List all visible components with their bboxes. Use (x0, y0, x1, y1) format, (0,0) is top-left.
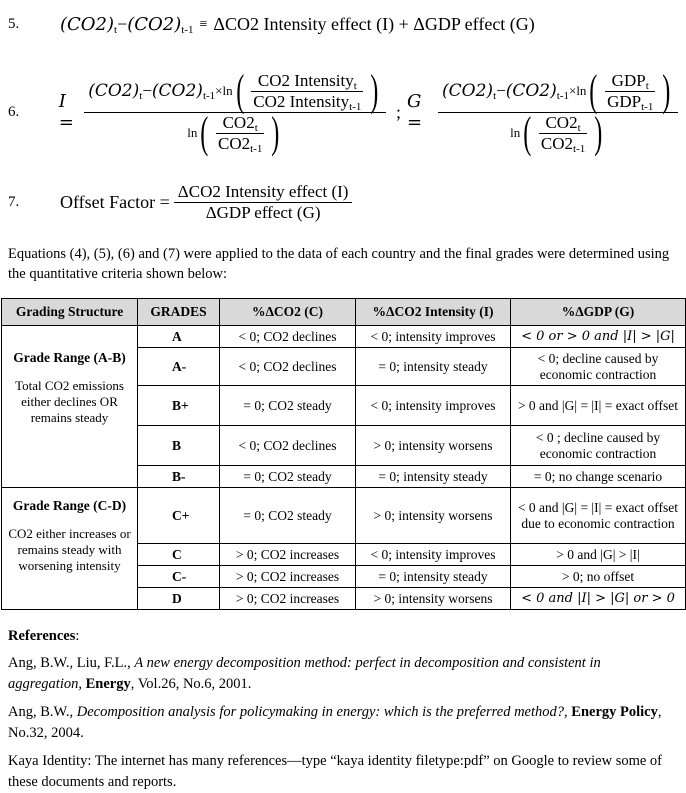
group-title: Grade Range (C-D) (12, 498, 127, 513)
intro-paragraph: Equations (4), (5), (6) and (7) were applied to the data of each country and the final grades were determined using the quantitative criteria shown below: (8, 246, 670, 282)
left-paren: ( (589, 66, 598, 116)
intensity-cell: < 0; intensity improves (356, 544, 511, 566)
grade-cell: C (138, 544, 220, 566)
grade-cell: B- (138, 466, 220, 488)
co2-cell: > 0; CO2 increases (220, 544, 356, 566)
grade-range-c-d (2, 488, 138, 610)
co2-den (539, 134, 587, 154)
eq7-fraction (174, 182, 353, 223)
co2-cell: = 0; CO2 steady (220, 386, 356, 426)
intensity-cell: = 0; intensity steady (356, 466, 511, 488)
intensity-cell: < 0; intensity improves (356, 386, 511, 426)
co2-fraction (216, 113, 264, 154)
ci-num (256, 71, 359, 91)
co2-cell: < 0; CO2 declines (220, 348, 356, 386)
times-ln: ×ln (568, 83, 587, 98)
ref-sep: , (564, 704, 572, 720)
reference-3: Kaya Identity: The internet has many references—type “kaya identity filetype:pdf” on Google to review some of these documents and reports. (8, 753, 663, 790)
table-row (2, 326, 686, 348)
term: (CO2) (505, 81, 557, 101)
ref-journal: Energy Policy (571, 704, 658, 720)
equation-body (58, 66, 682, 158)
text: GDP (607, 91, 642, 111)
right-paren: ) (271, 108, 280, 158)
sub: t (645, 79, 649, 92)
eq6-i-denominator (183, 108, 287, 158)
equation-7 (8, 182, 682, 223)
gdp-fraction (605, 71, 655, 112)
eq7-label: Offset Factor = (60, 192, 170, 212)
co2-num (543, 113, 582, 133)
eq5-term-b: (CO2) (127, 14, 182, 35)
equation-body (60, 182, 356, 223)
header-grading-structure: Grading Structure (2, 299, 138, 326)
sub: t-1 (556, 90, 569, 102)
co2-fraction (539, 113, 587, 154)
intensity-cell: = 0; intensity steady (356, 566, 511, 588)
table-row (2, 488, 686, 544)
sub: t (254, 121, 258, 134)
sub: t (139, 90, 143, 102)
co2-cell: = 0; CO2 steady (220, 466, 356, 488)
gdp-cell: < 0; decline caused by economic contraction (511, 348, 686, 386)
sub: t-1 (573, 142, 586, 155)
eq7-numerator: ΔCO2 Intensity effect (I) (177, 182, 349, 201)
eq5-rhs: ΔCO2 Intensity effect (I) + ΔGDP effect (G) (213, 14, 535, 34)
text: CO2 (545, 112, 578, 132)
sub: t-1 (202, 90, 216, 102)
term: (CO2) (88, 81, 140, 101)
term: (CO2) (442, 81, 494, 101)
term: (CO2) (151, 81, 203, 101)
references-colon: : (75, 628, 80, 644)
intensity-cell: > 0; intensity worsens (356, 588, 511, 610)
header-grades: GRADES (138, 299, 220, 326)
table-header-row (2, 299, 686, 326)
ref-title: Decomposition analysis for policymaking in energy: which is the preferred method? (76, 704, 565, 720)
gdp-cell: < 0 ; decline caused by economic contraction (511, 426, 686, 466)
references-section (8, 626, 678, 793)
gdp-cell: < 0 and |I| > |G| or > 0 (511, 588, 686, 610)
grading-table (1, 298, 686, 610)
co2-cell: < 0; CO2 declines (220, 426, 356, 466)
eq6-i-numerator (84, 66, 386, 116)
eq6-g-denominator (506, 108, 610, 158)
co2-cell: > 0; CO2 increases (220, 566, 356, 588)
equation-number: 7. (8, 194, 20, 210)
reference-1 (8, 653, 678, 695)
ln: ln (510, 125, 521, 140)
grade-cell: B+ (138, 386, 220, 426)
group-description: Total CO2 emissions either declines OR remains steady (15, 378, 124, 425)
header-co2: %ΔCO2 (C) (220, 299, 356, 326)
grade-cell: C- (138, 566, 220, 588)
grade-cell: A- (138, 348, 220, 386)
ref-details: , No.32, 2004. (8, 704, 662, 741)
gdp-cell: > 0 and |G| = |I| = exact offset (511, 386, 686, 426)
eq6-i-fraction (84, 66, 386, 158)
co2-cell: = 0; CO2 steady (220, 488, 356, 544)
sub: t-1 (349, 100, 362, 113)
equation-number: 6. (8, 103, 20, 120)
co2-den (216, 134, 264, 154)
eq5-minus: − (117, 14, 128, 34)
ref-authors: Ang, B.W., (8, 704, 77, 720)
text: CO2 (218, 133, 251, 153)
minus: − (496, 81, 506, 100)
gdp-num (610, 71, 651, 91)
text: CO2 Intensity (253, 91, 350, 111)
eq6-g-label: G = (407, 91, 423, 133)
gdp-cell: > 0 and |G| > |I| (511, 544, 686, 566)
equation-5 (8, 14, 682, 35)
co2-cell: < 0; CO2 declines (220, 326, 356, 348)
reference-2 (8, 702, 678, 744)
eq5-equiv: ≡ (199, 16, 208, 32)
ref-journal: Energy (85, 676, 131, 692)
eq5-term-a: (CO2) (60, 14, 115, 35)
eq7-denominator: ΔGDP effect (G) (205, 203, 321, 222)
equation-number: 5. (8, 16, 20, 32)
intensity-cell: = 0; intensity steady (356, 348, 511, 386)
grade-range-a-b (2, 326, 138, 488)
grade-cell: C+ (138, 488, 220, 544)
references-heading: References (8, 628, 76, 644)
equation-body (60, 14, 535, 35)
sub: t (493, 90, 497, 102)
right-paren: ) (370, 66, 379, 116)
ref-title: A new energy decomposition method: perfect in decomposition and consistent in aggregation (8, 655, 601, 692)
gdp-cell: < 0 and |G| = |I| = exact offset due to economic contraction (511, 488, 686, 544)
times-ln: ×ln (215, 83, 233, 98)
equation-6 (8, 56, 682, 168)
text: CO2 (222, 112, 255, 132)
left-paren: ( (523, 108, 532, 158)
co2-cell: > 0; CO2 increases (220, 588, 356, 610)
grade-cell: A (138, 326, 220, 348)
left-paren: ( (200, 108, 209, 158)
intensity-cell: > 0; intensity worsens (356, 488, 511, 544)
grade-cell: B (138, 426, 220, 466)
ref-details: , Vol.26, No.6, 2001. (130, 676, 252, 692)
minus: − (142, 81, 152, 100)
eq6-separator: ; (396, 101, 402, 122)
sub: t (353, 79, 357, 92)
eq5-sub-t1: t-1 (181, 23, 194, 36)
left-paren: ( (235, 66, 244, 116)
gdp-den (605, 92, 655, 112)
gdp-cell: > 0; no offset (511, 566, 686, 588)
text: GDP (611, 70, 646, 90)
text: CO2 (540, 133, 574, 153)
gdp-cell: = 0; no change scenario (511, 466, 686, 488)
co2-num (221, 113, 260, 133)
ci-fraction (251, 71, 363, 112)
ref-sep: , (78, 676, 86, 692)
eq6-i-label: I = (58, 91, 74, 133)
sub: t-1 (641, 100, 654, 113)
header-gdp: %ΔGDP (G) (511, 299, 686, 326)
gdp-cell: < 0 or > 0 and |I| > |G| (511, 326, 686, 348)
eq6-g-fraction (438, 66, 678, 158)
ref-authors: Ang, B.W., Liu, F.L., (8, 655, 135, 671)
eq6-g-numerator (438, 66, 678, 116)
ci-den (251, 92, 363, 112)
intensity-cell: > 0; intensity worsens (356, 426, 511, 466)
sub: t-1 (250, 142, 263, 155)
grade-cell: D (138, 588, 220, 610)
ln: ln (187, 125, 198, 140)
right-paren: ) (662, 66, 671, 116)
references-heading-line (8, 626, 678, 647)
right-paren: ) (594, 108, 603, 158)
eq5-sub-t: t (114, 23, 118, 36)
group-title: Grade Range (A-B) (13, 350, 126, 365)
text: CO2 Intensity (257, 70, 354, 90)
intensity-cell: < 0; intensity improves (356, 326, 511, 348)
group-description: CO2 either increases or remains steady with worsening intensity (8, 526, 131, 573)
sub: t (577, 121, 581, 134)
header-intensity: %ΔCO2 Intensity (I) (356, 299, 511, 326)
